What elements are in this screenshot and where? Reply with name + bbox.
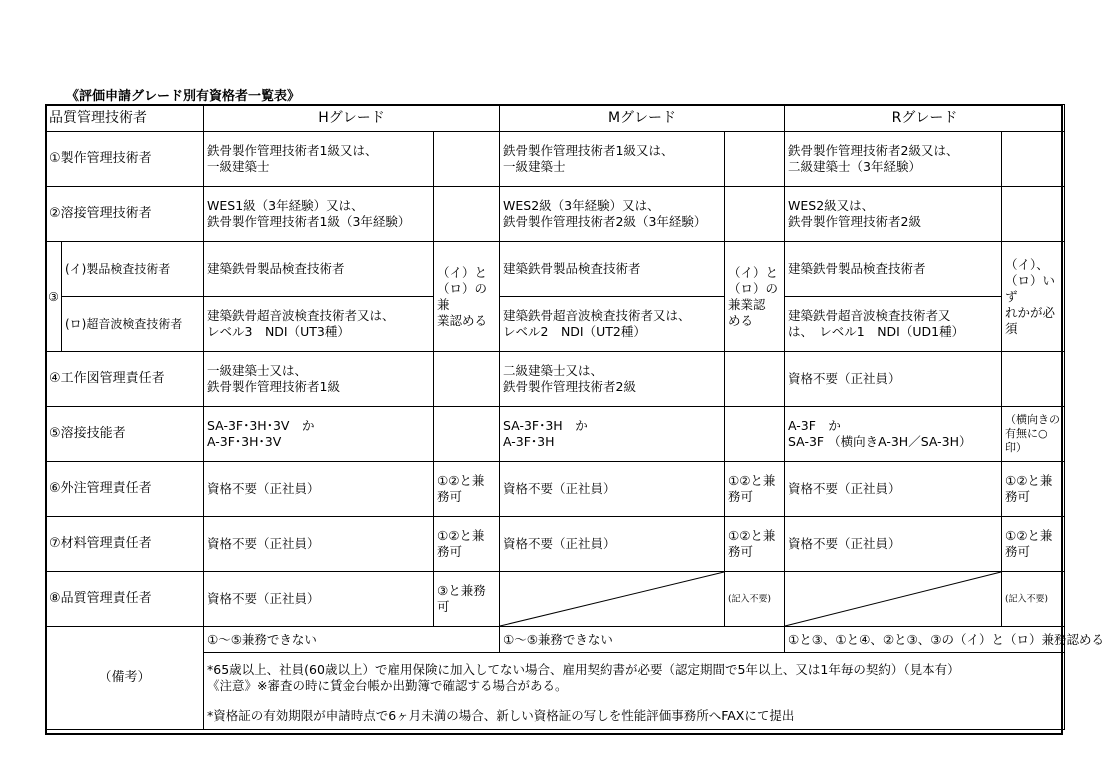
h-cell <box>204 407 434 462</box>
no-entry-note: (記入不要) <box>1005 594 1049 605</box>
cell-line: 印） <box>1005 441 1027 454</box>
m-note-cell <box>725 242 785 352</box>
remarks-m: ①～⑤兼務できない <box>500 627 785 653</box>
m-note-cell <box>725 462 785 517</box>
header-m-grade: Mグレード <box>500 105 785 132</box>
h-cell <box>204 132 434 187</box>
remarks-label: （備考） <box>46 627 204 730</box>
r-note-cell <box>1002 132 1065 187</box>
row-number-3: ③ <box>46 242 62 352</box>
r-cell-struck <box>785 572 1002 627</box>
row-sublabel-b: (ロ)超音波検査技術者 <box>62 297 204 352</box>
h-cell <box>204 352 434 407</box>
m-cell <box>500 132 725 187</box>
h-cell <box>204 187 434 242</box>
m-cell: 資格不要（正社員） <box>500 517 725 572</box>
h-note-cell <box>434 517 500 572</box>
cell-line: WES2級（3年経験）又は、 <box>503 198 660 213</box>
cell-line: 鉄骨製作管理技術者1級又は、 <box>207 143 378 158</box>
cell-line: 鉄骨製作管理技術者2級又は、 <box>788 143 959 158</box>
r-note-cell <box>1002 572 1065 627</box>
h-note-cell <box>434 242 500 352</box>
remark-note-2: 《注意》※審査の時に賃金台帳か出勤簿で確認する場合がある。 <box>207 678 568 693</box>
row-label: ⑥外注管理責任者 <box>46 462 204 517</box>
cell-line: レベル2 NDI（UT2種） <box>503 324 646 339</box>
table-row <box>46 407 1065 462</box>
cell-line: ①②と兼 <box>437 473 485 488</box>
table-row <box>46 517 1065 572</box>
r-cell: 建築鉄骨製品検査技術者 <box>785 242 1002 297</box>
cell-line: ①②と兼 <box>728 473 776 488</box>
remarks-row <box>46 627 1065 653</box>
m-cell <box>500 352 725 407</box>
cell-line: ③と兼務 <box>437 583 486 598</box>
h-cell <box>204 297 434 352</box>
r-cell <box>785 187 1002 242</box>
m-note-cell <box>725 407 785 462</box>
cell-line: A-3F か <box>788 418 841 433</box>
h-cell: 資格不要（正社員） <box>204 572 434 627</box>
cell-line: 鉄骨製作管理技術者2級 <box>788 214 921 229</box>
row-label: ⑦材料管理責任者 <box>46 517 204 572</box>
qualification-table <box>45 104 1104 730</box>
m-note-cell <box>725 132 785 187</box>
cell-line: （イ）と <box>728 264 779 280</box>
cell-line: める <box>728 312 754 328</box>
cell-line: 可 <box>437 599 450 614</box>
row-label: ④工作図管理責任者 <box>46 352 204 407</box>
r-note-cell <box>1002 517 1065 572</box>
table-row <box>46 352 1065 407</box>
cell-line: 一級建築士 <box>503 159 566 174</box>
h-note-cell <box>434 132 500 187</box>
diagonal-strike <box>500 572 724 626</box>
cell-line: 兼業認 <box>728 296 766 312</box>
cell-line: （横向きの <box>1005 413 1060 426</box>
h-note-cell <box>434 572 500 627</box>
header-corner: 品質管理技術者 <box>46 105 204 132</box>
remarks-h: ①～⑤兼務できない <box>204 627 500 653</box>
m-note-cell <box>725 352 785 407</box>
cell-line: 一級建築士又は、 <box>207 363 308 378</box>
row-label: ①製作管理技術者 <box>46 132 204 187</box>
h-note-cell <box>434 187 500 242</box>
m-cell <box>500 187 725 242</box>
r-cell <box>785 297 1002 352</box>
m-cell <box>500 407 725 462</box>
r-cell <box>785 407 1002 462</box>
cell-line: 鉄骨製作管理技術者1級 <box>207 379 340 394</box>
table-row <box>46 132 1065 187</box>
h-cell: 建築鉄骨製品検査技術者 <box>204 242 434 297</box>
cell-line: 業認める <box>437 312 488 328</box>
cell-line: 務可 <box>1005 544 1031 559</box>
cell-line: （イ）と <box>437 264 488 280</box>
r-cell <box>785 132 1002 187</box>
diagonal-strike <box>785 572 1001 626</box>
no-entry-note: (記入不要) <box>728 594 772 605</box>
cell-line: SA-3F･3H･3V か <box>207 418 315 433</box>
cell-line: れかが必 <box>1005 304 1056 320</box>
r-cell: 資格不要（正社員） <box>785 462 1002 517</box>
document-title: 《評価申請グレード別有資格者一覧表》 <box>66 89 301 104</box>
cell-line: レベル3 NDI（UT3種） <box>207 324 350 339</box>
table-row <box>46 297 1065 352</box>
cell-line: ①②と兼 <box>1005 528 1053 543</box>
m-cell-struck <box>500 572 725 627</box>
cell-line: 務可 <box>728 544 754 559</box>
r-note-cell <box>1002 407 1065 462</box>
cell-line: （ロ）の兼 <box>437 280 488 312</box>
cell-line: 二級建築士（3年経験） <box>788 159 921 174</box>
cell-line: 務可 <box>437 489 463 504</box>
row-label: ⑧品質管理責任者 <box>46 572 204 627</box>
cell-line: は、 レベル1 NDI（UD1種） <box>788 324 965 339</box>
cell-line: 鉄骨製作管理技術者2級 <box>503 379 636 394</box>
cell-line: WES1級（3年経験）又は、 <box>207 198 364 213</box>
header-r-grade: Rグレード <box>785 105 1065 132</box>
cell-line: 鉄骨製作管理技術者1級（3年経験） <box>207 214 411 229</box>
r-cell: 資格不要（正社員） <box>785 517 1002 572</box>
cell-line: 務可 <box>728 489 754 504</box>
r-note-cell <box>1002 242 1065 352</box>
m-cell: 建築鉄骨製品検査技術者 <box>500 242 725 297</box>
cell-line: 一級建築士 <box>207 159 270 174</box>
cell-line: （ロ）いず <box>1005 272 1056 304</box>
m-note-cell <box>725 187 785 242</box>
h-cell: 資格不要（正社員） <box>204 462 434 517</box>
cell-line: 務可 <box>437 544 463 559</box>
table-row <box>46 242 1065 297</box>
cell-line: A-3F･3H <box>503 434 555 449</box>
cell-line: 建築鉄骨超音波検査技術者又は、 <box>207 308 395 323</box>
m-note-cell <box>725 517 785 572</box>
cell-line: 建築鉄骨超音波検査技術者又 <box>788 308 951 323</box>
table-row <box>46 462 1065 517</box>
cell-line: 鉄骨製作管理技術者1級又は、 <box>503 143 674 158</box>
cell-line: ①②と兼 <box>1005 473 1053 488</box>
table-row <box>46 572 1065 627</box>
remark-note-3: *資格証の有効期限が申請時点で6ヶ月未満の場合、新しい資格証の写しを性能評価事務所へFAXにて提出 <box>207 708 795 723</box>
h-cell: 資格不要（正社員） <box>204 517 434 572</box>
h-note-cell <box>434 407 500 462</box>
r-note-cell <box>1002 187 1065 242</box>
cell-line: 建築鉄骨超音波検査技術者又は、 <box>503 308 691 323</box>
cell-line: SA-3F （横向きA-3H／SA-3H） <box>788 434 972 449</box>
r-cell: 資格不要（正社員） <box>785 352 1002 407</box>
cell-line: A-3F･3H･3V <box>207 434 282 449</box>
row-label: ⑤溶接技能者 <box>46 407 204 462</box>
r-note-cell <box>1002 352 1065 407</box>
cell-line: 鉄骨製作管理技術者2級（3年経験） <box>503 214 707 229</box>
cell-line: 務可 <box>1005 489 1031 504</box>
cell-line: （ロ）の <box>728 280 779 296</box>
cell-line: 二級建築士又は、 <box>503 363 604 378</box>
header-row <box>46 105 1065 132</box>
row-sublabel-a: (イ)製品検査技術者 <box>62 242 204 297</box>
table-row <box>46 187 1065 242</box>
r-note-cell <box>1002 462 1065 517</box>
cell-line: ①②と兼 <box>437 528 485 543</box>
header-h-grade: Hグレード <box>204 105 500 132</box>
remarks-notes <box>204 653 1065 730</box>
m-note-cell <box>725 572 785 627</box>
row-label: ②溶接管理技術者 <box>46 187 204 242</box>
remark-note-1: *65歳以上、社員(60歳以上）で雇用保険に加入してない場合、雇用契約書が必要（認定期間で5年以上、又は1年毎の契約）（見本有） <box>207 662 960 677</box>
h-note-cell <box>434 462 500 517</box>
cell-line: （イ）、 <box>1005 256 1049 272</box>
remarks-r: ①と③、①と④、②と③、③の（イ）と（ロ）兼務認める <box>785 627 1065 653</box>
h-note-cell <box>434 352 500 407</box>
cell-line: SA-3F･3H か <box>503 418 588 433</box>
cell-line: ①②と兼 <box>728 528 776 543</box>
cell-line: 須 <box>1005 320 1018 336</box>
cell-line: 有無に○ <box>1005 427 1048 440</box>
cell-line: WES2級又は、 <box>788 198 875 213</box>
m-cell <box>500 297 725 352</box>
m-cell: 資格不要（正社員） <box>500 462 725 517</box>
